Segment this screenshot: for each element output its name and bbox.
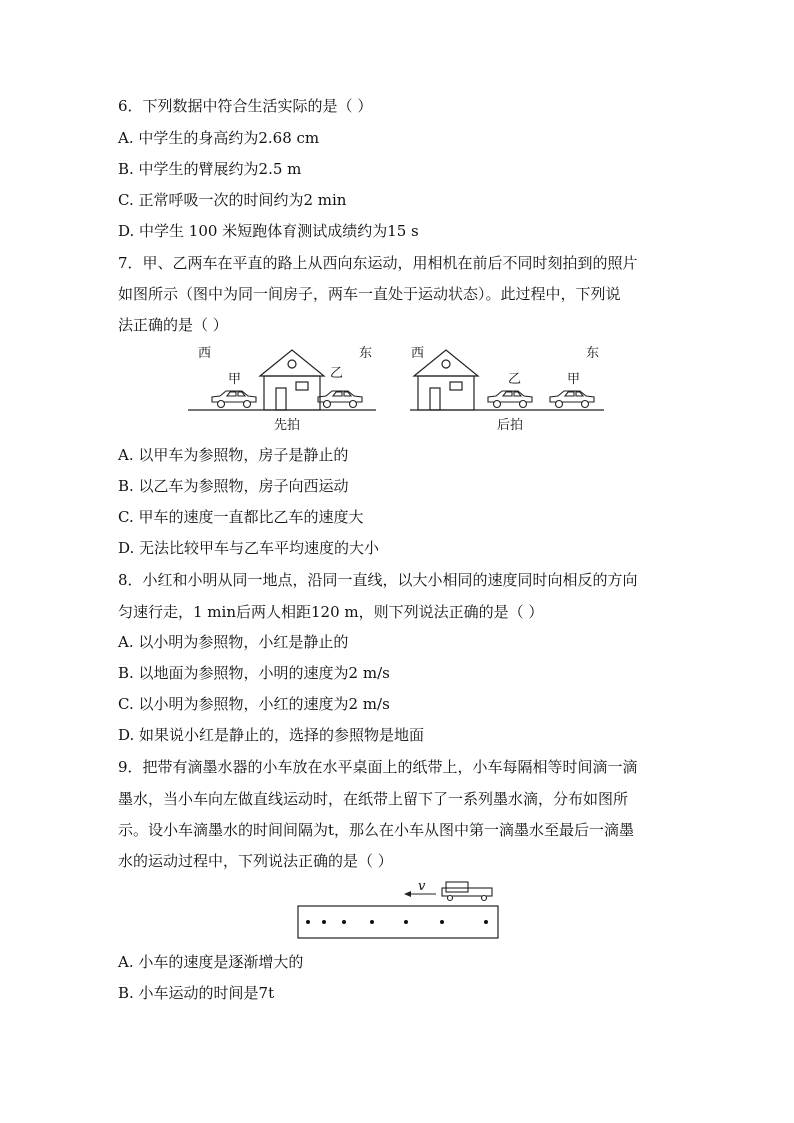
q6-option-a: A. 中学生的身高约为2.68 cm (118, 129, 320, 147)
q9-stem-line-2: 墨水，当小车向左做直线运动时，在纸带上留下了一系列墨水滴，分布如图所 (118, 790, 629, 808)
q8-option-b: B. 以地面为参照物，小明的速度为2 m/s (118, 664, 390, 682)
q7-after-scene (408, 346, 608, 416)
q7-option-a: A. 以甲车为参照物，房子是静止的 (118, 446, 349, 464)
ink-drop (322, 920, 326, 924)
q7-car-a-label-before: 甲 (228, 372, 242, 387)
ink-drop (404, 920, 408, 924)
q7-before-scene (186, 346, 386, 416)
q8-stem-line-2: 匀速行走，1 min后两人相距120 m，则下列说法正确的是（ ） (118, 603, 544, 621)
car-icon (488, 391, 532, 408)
q7-option-b: B. 以乙车为参照物，房子向西运动 (118, 477, 349, 495)
q8-option-d: D. 如果说小红是静止的，选择的参照物是地面 (118, 726, 425, 744)
q9-stem-line-4: 水的运动过程中，下列说法正确的是（ ） (118, 852, 393, 870)
q7-west-label-after: 西 (411, 346, 425, 361)
q7-west-label-before: 西 (198, 346, 212, 361)
q7-stem-line-3: 法正确的是（ ） (118, 316, 228, 334)
q7-car-b-label-after: 乙 (508, 372, 522, 387)
left-arrow-icon (404, 891, 436, 897)
paper-tape (298, 906, 498, 938)
house-icon (260, 350, 324, 410)
q6-stem: 6．下列数据中符合生活实际的是（ ） (118, 97, 373, 115)
ink-drop (484, 920, 488, 924)
q7-caption-after: 后拍 (497, 418, 524, 433)
q6-option-b: B. 中学生的臂展约为2.5 m (118, 160, 302, 178)
q7-east-label-after: 东 (586, 346, 600, 361)
q8-option-c: C. 以小明为参照物，小红的速度为2 m/s (118, 695, 390, 713)
q9-option-b: B. 小车运动的时间是7t (118, 984, 275, 1002)
q6-option-d: D. 中学生 100 米短跑体育测试成绩约为15 s (118, 222, 419, 240)
ink-drop (370, 920, 374, 924)
q8-option-a: A. 以小明为参照物，小红是静止的 (118, 633, 349, 651)
q9-velocity-label: v (418, 879, 426, 894)
cart-icon (442, 882, 492, 901)
car-icon (212, 391, 256, 408)
q6-option-c: C. 正常呼吸一次的时间约为2 min (118, 191, 347, 209)
car-icon (318, 391, 362, 408)
q8-stem-line-1: 8．小红和小明从同一地点，沿同一直线，以大小相同的速度同时向相反的方向 (118, 571, 638, 589)
q9-stem-line-1: 9．把带有滴墨水器的小车放在水平桌面上的纸带上，小车每隔相等时间滴一滴 (118, 758, 638, 776)
house-icon (414, 350, 478, 410)
car-icon (550, 391, 594, 408)
ink-drop (440, 920, 444, 924)
q7-car-b-label-before: 乙 (330, 366, 344, 381)
q7-option-d: D. 无法比较甲车与乙车平均速度的大小 (118, 539, 380, 557)
q9-tape-figure (296, 880, 506, 940)
ink-drop (306, 920, 310, 924)
q7-stem-line-1: 7．甲、乙两车在平直的路上从西向东运动，用相机在前后不同时刻拍到的照片 (118, 254, 638, 272)
q7-option-c: C. 甲车的速度一直都比乙车的速度大 (118, 508, 364, 526)
q9-option-a: A. 小车的速度是逐渐增大的 (118, 953, 304, 971)
q7-east-label-before: 东 (359, 346, 373, 361)
q7-stem-line-2: 如图所示（图中为同一间房子，两车一直处于运动状态）。此过程中，下列说 (118, 285, 621, 303)
q9-stem-line-3: 示。设小车滴墨水的时间间隔为t，那么在小车从图中第一滴墨水至最后一滴墨 (118, 821, 635, 839)
ink-drop (342, 920, 346, 924)
q7-car-a-label-after: 甲 (567, 372, 581, 387)
ink-drops (306, 920, 488, 924)
q7-caption-before: 先拍 (274, 418, 301, 433)
